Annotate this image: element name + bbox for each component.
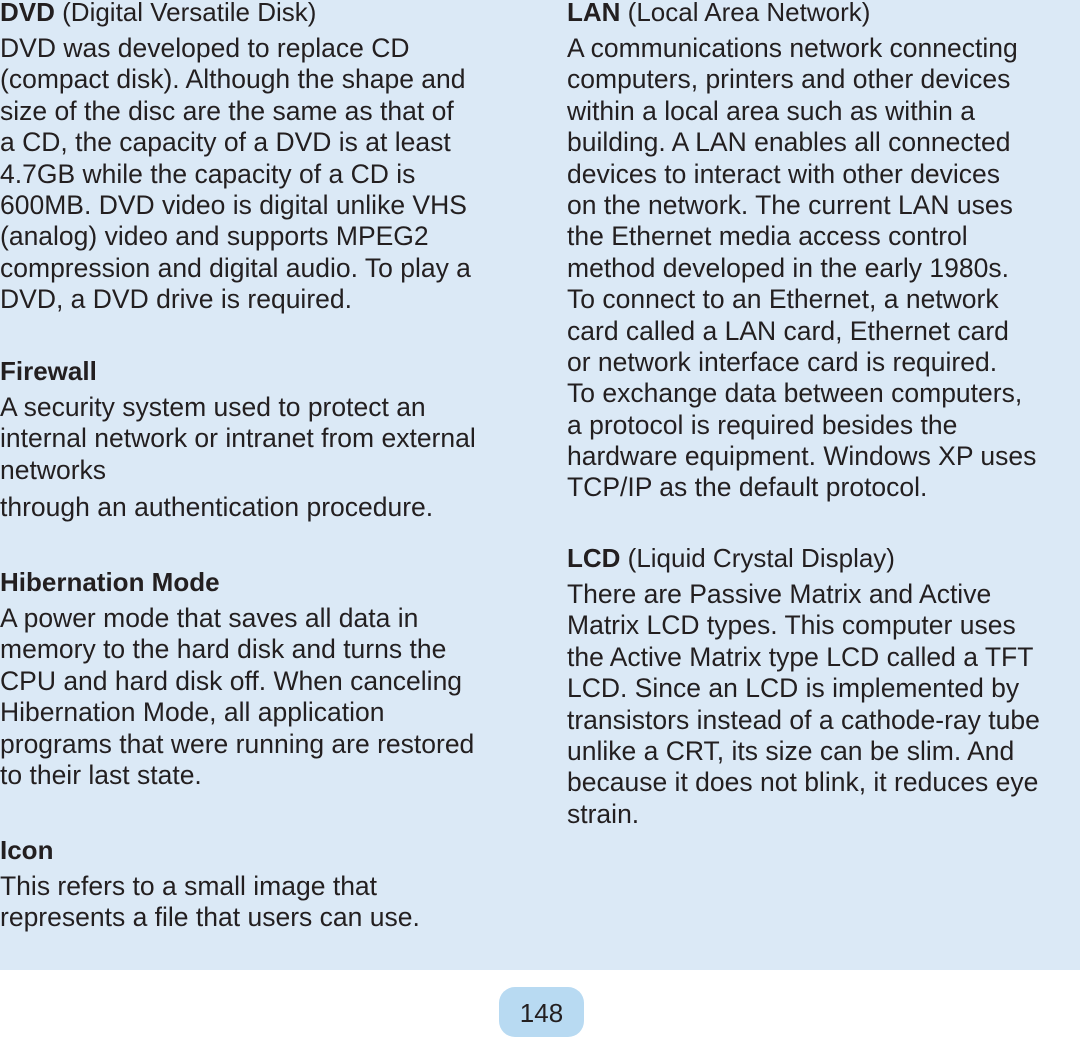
definition-line: devices to interact with other devices: [567, 158, 1001, 189]
definition-line: because it does not blink, it reduces eye: [567, 767, 1039, 798]
definition-line: within a local area such as within a: [567, 95, 976, 126]
definition-line: on the network. The current LAN uses: [567, 189, 1013, 220]
definition-line: compression and digital audio. To play a: [0, 252, 471, 283]
entry-heading: [567, 543, 1080, 574]
entry-qualifier: (Liquid Crystal Display): [620, 543, 895, 573]
entry-term: Icon: [0, 835, 54, 865]
definition-line: 4.7GB while the capacity of a CD is: [0, 158, 416, 189]
definition-line: a protocol is required besides the: [567, 409, 958, 440]
definition-line: CPU and hard disk off. When canceling: [0, 665, 463, 696]
entry-definition: [0, 871, 535, 934]
definition-line: There are Passive Matrix and Active: [567, 579, 992, 609]
definition-line: (compact disk). Although the shape and: [0, 64, 466, 95]
definition-line: This refers to a small image that: [0, 871, 378, 901]
definition-line: strain.: [567, 798, 640, 829]
definition-line: the Active Matrix type LCD called a TFT: [567, 641, 1034, 672]
definition-line: represents a file that users can use.: [0, 902, 420, 933]
entry-qualifier: (Local Area Network): [620, 0, 871, 27]
definition-line: A power mode that saves all data in: [0, 603, 419, 633]
definition-line: DVD was developed to replace CD: [0, 33, 410, 63]
entry-term: LAN: [567, 0, 621, 27]
glossary-entry-firewall: [0, 356, 535, 524]
definition-line: transistors instead of a cathode-ray tube: [567, 704, 1040, 735]
page-number: 148: [519, 998, 564, 1028]
entry-term: Firewall: [0, 356, 97, 386]
entry-definition: [0, 603, 535, 791]
definition-line: (analog) video and supports MPEG2: [0, 221, 429, 252]
glossary-entry-dvd: [0, 0, 535, 316]
definition-line: building. A LAN enables all connected: [567, 127, 1011, 158]
definition-line: TCP/IP as the default protocol.: [567, 472, 928, 503]
definition-line: hardware equipment. Windows XP uses: [567, 441, 1037, 472]
definition-line: networks: [0, 454, 107, 485]
entry-definition: [0, 392, 535, 524]
definition-line: computers, printers and other devices: [567, 64, 1011, 95]
definition-line: memory to the hard disk and turns the: [0, 634, 447, 665]
definition-line: internal network or intranet from external: [0, 423, 476, 454]
entry-heading: [0, 567, 535, 598]
definition-line: card called a LAN card, Ethernet card: [567, 315, 1009, 346]
glossary-entry-lcd: [567, 543, 1080, 830]
entry-definition: [0, 33, 535, 316]
definition-line: DVD, a DVD drive is required.: [0, 284, 352, 315]
definition-line: programs that were running are restored: [0, 728, 475, 759]
definition-line: Matrix LCD types. This computer uses: [567, 610, 1016, 641]
entry-heading: [0, 835, 535, 866]
glossary-entry-hibernation-mode: [0, 567, 535, 791]
entry-definition: [567, 33, 1080, 504]
glossary-entry-icon: [0, 835, 535, 934]
definition-line: method developed in the early 1980s.: [567, 252, 1009, 283]
entry-term: DVD: [0, 0, 55, 27]
glossary-entry-lan: [567, 0, 1080, 504]
definition-line: through an authentication procedure.: [0, 492, 434, 523]
definition-line: or network interface card is required.: [567, 346, 998, 377]
definition-line: the Ethernet media access control: [567, 221, 968, 252]
definition-line: To exchange data between computers,: [567, 378, 1023, 409]
definition-line: Hibernation Mode, all application: [0, 697, 385, 728]
definition-line: A security system used to protect an: [0, 392, 426, 422]
entry-term: Hibernation Mode: [0, 567, 220, 597]
definition-line: size of the disc are the same as that of: [0, 95, 454, 126]
definition-line: unlike a CRT, its size can be slim. And: [567, 735, 1015, 766]
definition-line: A communications network connecting: [567, 33, 1018, 63]
entry-heading: [567, 0, 1080, 28]
definition-line: To connect to an Ethernet, a network: [567, 284, 999, 315]
entry-heading: [0, 0, 535, 28]
entry-definition: [567, 579, 1080, 830]
definition-line: LCD. Since an LCD is implemented by: [567, 673, 1020, 704]
definition-line: 600MB. DVD video is digital unlike VHS: [0, 189, 467, 220]
entry-qualifier: (Digital Versatile Disk): [54, 0, 317, 27]
definition-line: to their last state.: [0, 759, 202, 790]
entry-heading: [0, 356, 535, 387]
definition-line: a CD, the capacity of a DVD is at least: [0, 127, 451, 158]
entry-term: LCD: [567, 543, 621, 573]
